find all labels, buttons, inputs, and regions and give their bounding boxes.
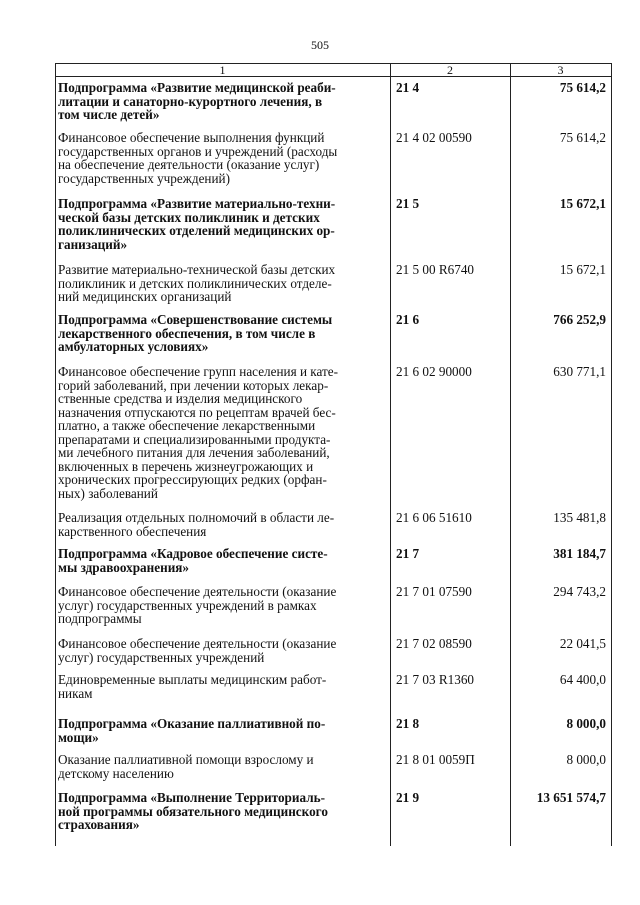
row-amount: 75 614,2	[559, 130, 606, 145]
row-description	[58, 717, 386, 744]
row-description	[58, 197, 386, 251]
column-header-1: 1	[219, 63, 226, 77]
description-line: карственного обеспечения	[58, 523, 207, 539]
description-line: подпрограммы	[58, 611, 142, 626]
row-description	[58, 585, 386, 626]
description-line: Подпрограмма «Выполнение Территориаль-	[58, 790, 325, 805]
column-header-2: 2	[447, 63, 453, 77]
description-line: ственные средства и изделия медицинского	[58, 391, 303, 406]
description-line: платно, а также обеспечение лекарственными	[58, 418, 316, 433]
row-code: 21 7	[396, 546, 420, 561]
row-code: 21 7 02 08590	[396, 636, 472, 651]
row-description	[58, 81, 386, 122]
row-description	[58, 547, 386, 574]
row-code: 21 5 00 R6740	[396, 262, 475, 277]
description-line: том числе детей»	[58, 107, 160, 122]
description-line: Подпрограмма «Совершенствование системы	[58, 312, 333, 327]
row-code: 21 6	[396, 312, 420, 327]
row-amount: 15 672,1	[559, 262, 606, 277]
budget-table	[55, 63, 612, 846]
row-code: 21 8 01 0059П	[396, 752, 475, 767]
description-line: поликлиник и детских поликлинических отделе-	[58, 275, 332, 291]
column-divider	[611, 64, 612, 846]
description-line: никам	[58, 685, 93, 701]
row-description	[58, 511, 386, 538]
description-line: ний медицинских организаций	[58, 289, 232, 304]
description-line: Реализация отдельных полномочий в области ле-	[58, 510, 335, 525]
row-amount: 15 672,1	[559, 196, 606, 211]
column-divider	[55, 64, 56, 846]
description-line: Единовременные выплаты медицинским работ-	[58, 672, 327, 687]
header-divider	[55, 76, 612, 77]
description-line: Финансовое обеспечение выполнения функций	[58, 130, 325, 145]
row-description	[58, 131, 386, 185]
description-line: ганизаций»	[58, 236, 128, 252]
row-description	[58, 673, 386, 700]
row-amount: 630 771,1	[553, 364, 606, 379]
description-line: препаратами и специализированными продукта-	[58, 431, 331, 447]
row-code: 21 8	[396, 716, 420, 731]
row-description	[58, 263, 386, 304]
page-number: 505	[311, 38, 329, 52]
row-amount: 8 000,0	[566, 752, 606, 767]
row-amount: 64 400,0	[559, 672, 606, 687]
description-line: Развитие материально-технической базы детских	[58, 262, 336, 277]
row-code: 21 4 02 00590	[396, 130, 472, 145]
row-code: 21 4	[396, 80, 420, 95]
row-amount: 135 481,8	[553, 510, 606, 525]
description-line: поликлинических отделений медицинских ор-	[58, 223, 335, 238]
row-amount: 294 743,2	[553, 584, 606, 599]
description-line: Подпрограмма «Развитие материально-техни-	[58, 196, 336, 211]
description-line: ных) заболеваний	[58, 485, 158, 501]
row-description	[58, 637, 386, 664]
row-amount: 381 184,7	[553, 546, 606, 561]
column-divider	[390, 64, 391, 846]
description-line: ческой базы детских поликлиник и детских	[58, 209, 320, 225]
row-code: 21 5	[396, 196, 420, 211]
description-line: хронических прогрессирующих редких (орфан-	[58, 472, 327, 487]
description-line: Подпрограмма «Оказание паллиативной по-	[58, 716, 326, 731]
description-line: Финансовое обеспечение деятельности (оказание	[58, 636, 337, 651]
row-amount: 75 614,2	[559, 80, 606, 95]
row-description	[58, 313, 386, 354]
description-line: амбулаторных условиях»	[58, 339, 209, 354]
row-description	[58, 365, 386, 500]
description-line: включенных в перечень жизнеугрожающих и	[58, 458, 314, 474]
row-amount: 22 041,5	[559, 636, 606, 651]
row-amount: 13 651 574,7	[536, 790, 606, 805]
description-line: детскому населению	[58, 765, 174, 781]
description-line: мощи»	[58, 729, 99, 745]
description-line: на обеспечение деятельности (оказание услуг)	[58, 157, 320, 172]
description-line: страхования»	[58, 817, 140, 832]
row-code: 21 9	[396, 790, 420, 805]
description-line: назначения отпускаются по рецептам врачей бес-	[58, 404, 336, 420]
description-line: Подпрограмма «Кадровое обеспечение систе-	[58, 546, 328, 561]
description-line: услуг) государственных учреждений в рамках	[58, 597, 317, 613]
description-line: государственных учреждений)	[58, 170, 230, 186]
row-code: 21 7 03 R1360	[396, 672, 475, 687]
description-line: Подпрограмма «Развитие медицинской реаби-	[58, 80, 336, 95]
row-code: 21 7 01 07590	[396, 584, 472, 599]
description-line: лекарственного обеспечения, в том числе в	[58, 325, 316, 341]
row-code: 21 6 02 90000	[396, 364, 472, 379]
description-line: ми лечебного питания для лечения заболеваний,	[58, 445, 330, 460]
description-line: мы здравоохранения»	[58, 559, 190, 575]
row-amount: 766 252,9	[553, 312, 606, 327]
column-header-3: 3	[557, 63, 564, 77]
description-line: государственных органов и учреждений (расходы	[58, 143, 338, 159]
row-description	[58, 753, 386, 780]
description-line: горий заболеваний, при лечении которых лекар-	[58, 377, 329, 393]
description-line: Финансовое обеспечение деятельности (оказание	[58, 584, 337, 599]
row-code: 21 6 06 51610	[396, 510, 472, 525]
description-line: литации и санаторно-курортного лечения, в	[58, 93, 323, 109]
row-amount: 8 000,0	[566, 716, 606, 731]
description-line: ной программы обязательного медицинского	[58, 803, 328, 819]
description-line: услуг) государственных учреждений	[58, 649, 265, 665]
row-description	[58, 791, 386, 832]
description-line: Финансовое обеспечение групп населения и кате-	[58, 364, 339, 379]
description-line: Оказание паллиативной помощи взрослому и	[58, 752, 314, 767]
